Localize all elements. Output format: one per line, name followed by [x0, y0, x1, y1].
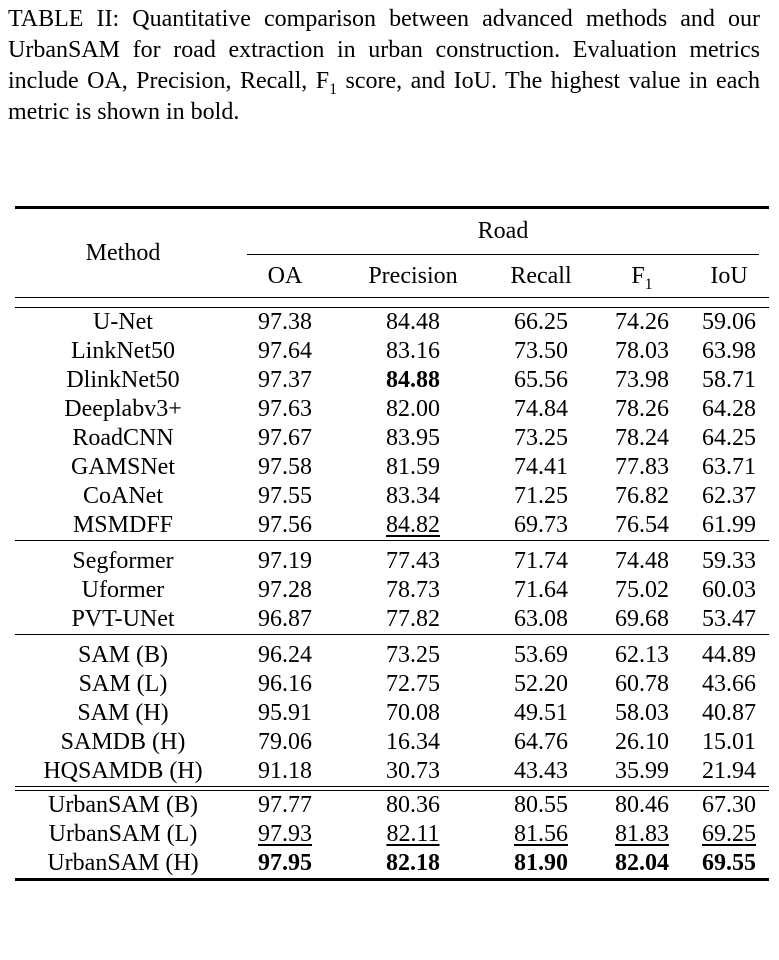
recall-value: 81.90 — [514, 850, 568, 876]
iou-value: 59.06 — [702, 309, 757, 335]
precision-cell — [339, 670, 487, 699]
recall-cell — [487, 849, 595, 880]
oa-value: 97.93 — [258, 821, 312, 847]
table-row — [15, 547, 769, 576]
method-column-header: Method — [15, 208, 231, 298]
table-row — [15, 641, 769, 670]
f1-value: 69.68 — [615, 606, 669, 632]
table-row — [15, 576, 769, 605]
recall-cell — [487, 757, 595, 787]
table-row — [15, 424, 769, 453]
f1-value: 77.83 — [615, 454, 669, 480]
f1-cell — [595, 453, 689, 482]
precision-value: 82.11 — [386, 821, 440, 847]
iou-cell — [689, 791, 769, 821]
oa-value: 97.38 — [258, 309, 312, 335]
oa-value: 97.55 — [258, 483, 312, 509]
table-row — [15, 395, 769, 424]
caption-f1-sub: 1 — [329, 80, 338, 98]
iou-value: 53.47 — [702, 606, 757, 632]
oa-cell — [231, 849, 339, 880]
oa-value: 97.56 — [258, 512, 312, 538]
recall-cell — [487, 576, 595, 605]
recall-value: 49.51 — [514, 700, 568, 726]
precision-cell — [339, 511, 487, 541]
iou-value: 69.25 — [702, 821, 757, 847]
iou-value: 64.28 — [702, 396, 757, 422]
table-row — [15, 791, 769, 821]
f1-cell — [595, 605, 689, 635]
recall-value: 71.25 — [514, 483, 568, 509]
iou-cell — [689, 308, 769, 338]
recall-value: 74.84 — [514, 396, 568, 422]
oa-cell — [231, 728, 339, 757]
oa-cell — [231, 424, 339, 453]
oa-cell — [231, 453, 339, 482]
precision-value: 80.36 — [386, 792, 440, 818]
f1-cell — [595, 395, 689, 424]
iou-value: 58.71 — [702, 367, 757, 393]
table-row — [15, 366, 769, 395]
precision-cell — [339, 366, 487, 395]
precision-value: 77.43 — [386, 548, 440, 574]
f1-value: 80.46 — [615, 792, 669, 818]
method-cell: GAMSNet — [70, 454, 175, 480]
f1-cell — [595, 482, 689, 511]
precision-value: 72.75 — [386, 671, 440, 697]
recall-cell — [487, 482, 595, 511]
recall-value: 73.50 — [514, 338, 568, 364]
precision-value: 70.08 — [386, 700, 440, 726]
precision-cell — [339, 308, 487, 338]
precision-cell — [339, 337, 487, 366]
f1-cell — [595, 337, 689, 366]
f1-value: 78.24 — [615, 425, 669, 451]
method-cell: UrbanSAM (B) — [48, 792, 198, 818]
precision-value: 84.48 — [386, 309, 440, 335]
recall-cell — [487, 395, 595, 424]
precision-cell — [339, 424, 487, 453]
recall-value: 63.08 — [514, 606, 568, 632]
table-row — [15, 820, 769, 849]
results-table-wrapper — [15, 206, 769, 881]
f1-value: 75.02 — [615, 577, 669, 603]
recall-value: 52.20 — [514, 671, 568, 697]
precision-value: 82.00 — [386, 396, 440, 422]
precision-value: 83.95 — [386, 425, 440, 451]
iou-cell — [689, 820, 769, 849]
table-row — [15, 670, 769, 699]
iou-value: 43.66 — [702, 671, 757, 697]
iou-cell — [689, 453, 769, 482]
iou-cell — [689, 757, 769, 787]
recall-cell — [487, 791, 595, 821]
recall-cell — [487, 337, 595, 366]
oa-value: 97.77 — [258, 792, 312, 818]
recall-cell — [487, 699, 595, 728]
oa-cell — [231, 337, 339, 366]
oa-cell — [231, 757, 339, 787]
recall-value: 64.76 — [514, 729, 568, 755]
f1-cell — [595, 366, 689, 395]
iou-cell — [689, 670, 769, 699]
precision-cell — [339, 641, 487, 670]
f1-cell — [595, 820, 689, 849]
table-caption — [8, 4, 760, 128]
iou-value: 15.01 — [702, 729, 757, 755]
oa-cell — [231, 820, 339, 849]
oa-cell — [231, 308, 339, 338]
recall-cell — [487, 728, 595, 757]
iou-value: 40.87 — [702, 700, 757, 726]
oa-cell — [231, 699, 339, 728]
f1-value: 62.13 — [615, 642, 669, 668]
f1-cell — [595, 424, 689, 453]
table-row — [15, 728, 769, 757]
oa-cell — [231, 605, 339, 635]
oa-cell — [231, 366, 339, 395]
table-row — [15, 699, 769, 728]
recall-cell — [487, 511, 595, 541]
precision-cell — [339, 453, 487, 482]
method-cell: CoANet — [83, 483, 163, 509]
oa-value: 97.19 — [258, 548, 312, 574]
iou-cell — [689, 337, 769, 366]
iou-cell — [689, 605, 769, 635]
iou-cell — [689, 511, 769, 541]
table-row — [15, 453, 769, 482]
method-cell: Uformer — [81, 577, 165, 603]
f1-cell — [595, 547, 689, 576]
precision-cell — [339, 728, 487, 757]
oa-cell — [231, 547, 339, 576]
f1-column-header — [595, 255, 689, 298]
recall-cell — [487, 641, 595, 670]
recall-value: 73.25 — [514, 425, 568, 451]
f1-header-sub: 1 — [644, 275, 653, 293]
oa-cell — [231, 395, 339, 424]
oa-value: 96.87 — [258, 606, 312, 632]
iou-value: 63.71 — [702, 454, 757, 480]
recall-cell — [487, 670, 595, 699]
oa-value: 95.91 — [258, 700, 312, 726]
method-cell: LinkNet50 — [71, 338, 175, 364]
f1-cell — [595, 791, 689, 821]
f1-header-base: F — [631, 262, 645, 289]
table-row — [15, 849, 769, 880]
oa-value: 97.37 — [258, 367, 312, 393]
caption-f1-base: F — [315, 68, 330, 94]
caption-text: Quantitative comparison between advanced methods and our UrbanSAM for road extraction in urban construction. Evaluation metrics include OA, Precision, Recall, — [8, 6, 761, 94]
iou-value: 59.33 — [702, 548, 757, 574]
f1-cell — [595, 849, 689, 880]
iou-cell — [689, 424, 769, 453]
caption-label: TABLE II: — [8, 6, 120, 32]
method-cell: SAM (B) — [77, 642, 168, 668]
iou-value: 62.37 — [702, 483, 757, 509]
method-cell: Segformer — [72, 548, 174, 574]
recall-value: 69.73 — [514, 512, 568, 538]
f1-value: 76.54 — [615, 512, 669, 538]
precision-cell — [339, 395, 487, 424]
oa-value: 97.64 — [258, 338, 312, 364]
iou-cell — [689, 547, 769, 576]
oa-value: 96.16 — [258, 671, 312, 697]
recall-value: 43.43 — [514, 758, 568, 784]
f1-value: 73.98 — [615, 367, 669, 393]
precision-cell — [339, 547, 487, 576]
iou-value: 61.99 — [702, 512, 757, 538]
precision-cell — [339, 576, 487, 605]
method-cell: DlinkNet50 — [66, 367, 180, 393]
oa-value: 97.63 — [258, 396, 312, 422]
oa-value: 97.67 — [258, 425, 312, 451]
f1-value: 35.99 — [615, 758, 669, 784]
table-row — [15, 757, 769, 787]
oa-cell — [231, 482, 339, 511]
iou-column-header: IoU — [710, 262, 748, 289]
f1-cell — [595, 757, 689, 787]
iou-cell — [689, 728, 769, 757]
iou-cell — [689, 576, 769, 605]
oa-value: 97.95 — [258, 850, 312, 876]
table-row — [15, 511, 769, 541]
method-cell: SAMDB (H) — [60, 729, 186, 755]
recall-value: 53.69 — [514, 642, 568, 668]
precision-cell — [339, 482, 487, 511]
precision-cell — [339, 699, 487, 728]
precision-value: 81.59 — [386, 454, 440, 480]
iou-cell — [689, 849, 769, 880]
f1-value: 76.82 — [615, 483, 669, 509]
header-double-rule — [15, 298, 769, 308]
precision-cell — [339, 605, 487, 635]
method-cell: UrbanSAM (L) — [48, 821, 198, 847]
precision-value: 84.82 — [386, 512, 440, 538]
oa-cell — [231, 670, 339, 699]
oa-cell — [231, 576, 339, 605]
precision-value: 78.73 — [386, 577, 440, 603]
recall-cell — [487, 366, 595, 395]
results-table — [15, 206, 769, 881]
method-cell: U-Net — [93, 309, 153, 335]
table-row — [15, 605, 769, 635]
iou-value: 69.55 — [702, 850, 757, 876]
table-row — [15, 482, 769, 511]
iou-cell — [689, 641, 769, 670]
method-cell: RoadCNN — [72, 425, 174, 451]
f1-value: 81.83 — [615, 821, 669, 847]
iou-value: 64.25 — [702, 425, 757, 451]
method-cell: Deeplabv3+ — [64, 396, 182, 422]
recall-cell — [487, 308, 595, 338]
recall-value: 80.55 — [514, 792, 568, 818]
f1-value: 74.26 — [615, 309, 669, 335]
recall-value: 71.74 — [514, 548, 568, 574]
oa-value: 79.06 — [258, 729, 312, 755]
f1-cell — [595, 728, 689, 757]
precision-value: 73.25 — [386, 642, 440, 668]
method-cell: HQSAMDB (H) — [43, 758, 203, 784]
recall-cell — [487, 605, 595, 635]
f1-cell — [595, 308, 689, 338]
iou-cell — [689, 395, 769, 424]
precision-column-header: Precision — [368, 262, 458, 289]
precision-value: 30.73 — [386, 758, 440, 784]
precision-value: 83.16 — [386, 338, 440, 364]
oa-column-header: OA — [267, 262, 303, 289]
iou-cell — [689, 699, 769, 728]
precision-value: 83.34 — [386, 483, 440, 509]
oa-cell — [231, 511, 339, 541]
precision-value: 84.88 — [386, 367, 440, 393]
precision-value: 16.34 — [386, 729, 440, 755]
recall-cell — [487, 453, 595, 482]
f1-value: 82.04 — [615, 850, 669, 876]
iou-value: 44.89 — [702, 642, 757, 668]
precision-cell — [339, 849, 487, 880]
iou-value: 67.30 — [702, 792, 757, 818]
method-cell: SAM (L) — [78, 671, 168, 697]
f1-cell — [595, 699, 689, 728]
recall-value: 65.56 — [514, 367, 568, 393]
f1-value: 58.03 — [615, 700, 669, 726]
f1-value: 78.03 — [615, 338, 669, 364]
f1-cell — [595, 576, 689, 605]
recall-cell — [487, 547, 595, 576]
method-cell: PVT-UNet — [71, 606, 175, 632]
f1-cell — [595, 511, 689, 541]
caption-text-2: score, and IoU. The highest value in each metric is shown in bold. — [8, 68, 761, 125]
oa-value: 96.24 — [258, 642, 312, 668]
f1-value: 26.10 — [615, 729, 669, 755]
recall-cell — [487, 424, 595, 453]
table-row — [15, 308, 769, 338]
oa-value: 97.28 — [258, 577, 312, 603]
iou-value: 60.03 — [702, 577, 757, 603]
precision-value: 82.18 — [386, 850, 440, 876]
iou-cell — [689, 482, 769, 511]
iou-value: 21.94 — [702, 758, 757, 784]
f1-value: 60.78 — [615, 671, 669, 697]
f1-value: 78.26 — [615, 396, 669, 422]
f1-value: 74.48 — [615, 548, 669, 574]
recall-value: 71.64 — [514, 577, 568, 603]
precision-cell — [339, 757, 487, 787]
method-cell: MSMDFF — [72, 512, 174, 538]
oa-cell — [231, 791, 339, 821]
iou-value: 63.98 — [702, 338, 757, 364]
oa-value: 91.18 — [258, 758, 312, 784]
iou-cell — [689, 366, 769, 395]
road-group-header: Road — [247, 209, 759, 255]
f1-cell — [595, 641, 689, 670]
precision-cell — [339, 791, 487, 821]
f1-cell — [595, 670, 689, 699]
oa-value: 97.58 — [258, 454, 312, 480]
method-cell: SAM (H) — [77, 700, 169, 726]
recall-value: 81.56 — [514, 821, 568, 847]
recall-value: 74.41 — [514, 454, 568, 480]
precision-cell — [339, 820, 487, 849]
recall-cell — [487, 820, 595, 849]
recall-column-header: Recall — [510, 262, 572, 289]
method-cell: UrbanSAM (H) — [15, 849, 231, 880]
recall-value: 66.25 — [514, 309, 568, 335]
table-row — [15, 337, 769, 366]
oa-cell — [231, 641, 339, 670]
precision-value: 77.82 — [386, 606, 440, 632]
